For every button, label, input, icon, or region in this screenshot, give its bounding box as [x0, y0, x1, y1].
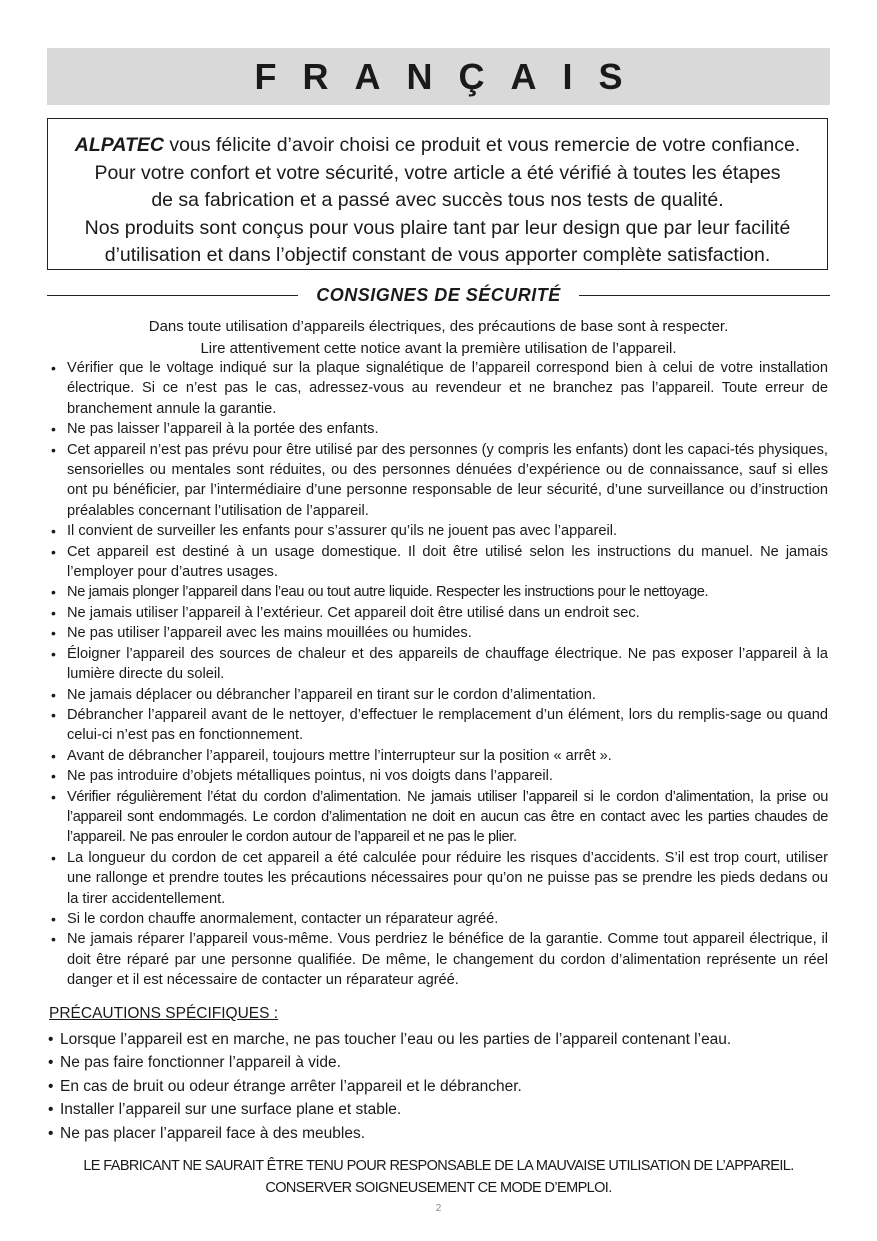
- bullet-icon: •: [51, 584, 56, 601]
- list-item-text: Ne pas laisser l’appareil à la portée des enfants.: [67, 421, 379, 438]
- list-item-text: Avant de débrancher l’appareil, toujours mettre l’interrupteur sur la position « arrêt ».: [67, 747, 612, 764]
- list-item-text: Cet appareil n’est pas prévu pour être utilisé par des personnes (y compris les enfants) dont les capaci-tés physiques, sensorielles ou mentales sont réduites, ou des personnes dénuées d’expérience ou de connaissance, sauf si elles ont pu bénéficier, par l’intermédiaire d’une personne responsable de leur sécurité, d’une surveillance ou d’instruction préalables concernant l’utilisation de l’appareil.: [67, 441, 828, 519]
- list-item: [47, 929, 828, 990]
- safety-intro-line-1: Dans toute utilisation d’appareils électriques, des précautions de base sont à respecter.: [148, 318, 729, 335]
- list-item-text: Ne pas utiliser l’appareil avec les mains mouillées ou humides.: [67, 625, 472, 642]
- list-item-text: Ne pas placer l’appareil face à des meubles.: [60, 1124, 366, 1142]
- bullet-icon: •: [51, 747, 56, 764]
- welcome-box: [47, 118, 828, 270]
- list-item-text: Vérifier régulièrement l’état du cordon d’alimentation. Ne jamais utiliser l’appareil si le cordon d’alimentation, la prise ou l’appareil sont endommagés. Le cordon d’alimentation ne doit en aucun cas être en contact avec les parties chaudes de l’appareil. Ne pas enrouler le cordon autour de l’appareil et ne pas le plier.: [67, 788, 828, 846]
- list-item-text: Ne pas introduire d’objets métalliques pointus, ni vos doigts dans l’appareil.: [67, 768, 553, 785]
- safety-title: CONSIGNES DE SÉCURITÉ: [316, 284, 561, 305]
- list-item: [47, 542, 828, 583]
- list-item: [47, 1098, 828, 1121]
- list-item: [47, 358, 828, 419]
- list-item: [47, 848, 828, 909]
- list-item: [47, 787, 828, 848]
- bullet-icon: •: [51, 788, 56, 805]
- list-item-text: La longueur du cordon de cet appareil a été calculée pour réduire les risques d’accidents. S’il est trop court, utiliser une rallonge et prendre toutes les précautions nécessaires pour qu’on ne puisse pas se prendre les pieds dedans ou la tirer accidentellement.: [67, 849, 828, 907]
- brand-name: ALPATEC: [74, 134, 164, 156]
- list-item: [47, 644, 828, 685]
- list-item-text: Ne jamais plonger l’appareil dans l’eau ou tout autre liquide. Respecter les instructions pour le nettoyage.: [67, 584, 709, 601]
- bullet-icon: •: [51, 706, 56, 723]
- list-item: [47, 1028, 828, 1051]
- list-item: [47, 582, 828, 602]
- bullet-icon: •: [48, 1054, 54, 1072]
- specific-precautions-list: [47, 1028, 828, 1145]
- specific-precautions-title: PRÉCAUTIONS SPÉCIFIQUES :: [49, 1005, 279, 1022]
- heading-rule-right: [579, 295, 830, 296]
- list-item-text: Éloigner l’appareil des sources de chaleur et des appareils de chauffage électrique. Ne pas exposer l’appareil à la lumière directe du soleil.: [67, 645, 828, 683]
- list-item: [47, 603, 828, 623]
- list-item-text: Ne jamais réparer l’appareil vous-même. Vous perdriez le bénéfice de la garantie. Comme tout appareil électrique, il doit être réparé par une personne qualifiée. De même, le changement du cordon d’alimentation représente un réel danger et il est nécessaire de contacter un réparateur agréé.: [67, 931, 828, 989]
- welcome-line-5: d’utilisation et dans l’objectif constant de vous apporter complète satisfaction.: [104, 244, 771, 266]
- bullet-icon: •: [51, 441, 56, 458]
- bullet-icon: •: [48, 1077, 54, 1095]
- bullet-icon: •: [51, 768, 56, 785]
- welcome-line-2: Pour votre confort et votre sécurité, votre article a été vérifié à toutes les étapes: [94, 161, 781, 184]
- heading-rule-left: [47, 295, 298, 296]
- bullet-icon: •: [51, 604, 56, 621]
- footer-line-2: CONSERVER SOIGNEUSEMENT CE MODE D’EMPLOI.: [265, 1180, 612, 1196]
- bullet-icon: •: [48, 1031, 54, 1048]
- welcome-line-4: Nos produits sont conçus pour vous plaire tant par leur design que par leur facilité: [84, 216, 791, 239]
- list-item-text: Ne pas faire fonctionner l’appareil à vide.: [60, 1054, 341, 1072]
- bullet-icon: •: [51, 360, 56, 376]
- bullet-icon: •: [51, 645, 56, 662]
- welcome-line-1-text: vous félicite d’avoir choisi ce produit et vous remercie de votre confiance.: [163, 134, 801, 156]
- bullet-icon: •: [51, 421, 56, 438]
- list-item-text: Vérifier que le voltage indiqué sur la plaque signalétique de l’appareil correspond bien à celui de votre installation électrique. Si ce n’est pas le cas, adressez-vous au revendeur et ne branchez pas l’appareil. Toute erreur de branchement annule la garantie.: [67, 360, 828, 417]
- list-item: [47, 440, 828, 522]
- bullet-icon: •: [51, 686, 56, 703]
- bullet-icon: •: [51, 910, 56, 927]
- list-item: [47, 705, 828, 746]
- bullet-icon: •: [48, 1124, 54, 1142]
- list-item-text: Installer l’appareil sur une surface plane et stable.: [60, 1101, 402, 1119]
- list-item: [47, 685, 828, 705]
- list-item-text: Il convient de surveiller les enfants pour s’assurer qu’ils ne jouent pas avec l’appareil.: [67, 523, 617, 540]
- list-item: [47, 1122, 828, 1145]
- language-title: FRANÇAIS: [254, 55, 649, 97]
- safety-intro: [47, 316, 830, 360]
- list-item-text: Ne jamais utiliser l’appareil à l’extérieur. Cet appareil doit être utilisé dans un endroit sec.: [67, 604, 640, 621]
- list-item: [47, 1051, 828, 1074]
- list-item-text: Ne jamais déplacer ou débrancher l’appareil en tirant sur le cordon d’alimentation.: [67, 686, 596, 703]
- safety-list: [47, 358, 828, 991]
- list-item: [47, 623, 828, 643]
- page-number: 2: [435, 1203, 442, 1214]
- bullet-icon: •: [48, 1101, 54, 1119]
- footer-notice: [47, 1155, 830, 1199]
- footer-line-1: LE FABRICANT NE SAURAIT ÊTRE TENU POUR RESPONSABLE DE LA MAUVAISE UTILISATION DE L’APPAREIL.: [83, 1158, 794, 1174]
- bullet-icon: •: [51, 625, 56, 642]
- welcome-line-3: de sa fabrication et a passé avec succès tous nos tests de qualité.: [151, 189, 724, 211]
- safety-heading-row: [47, 282, 830, 308]
- list-item-text: Débrancher l’appareil avant de le nettoyer, d’effectuer le remplacement d’un élément, lors du remplis-sage ou quand celui-ci n’est pas en fonctionnement.: [67, 706, 828, 744]
- welcome-line-1: [48, 132, 827, 160]
- language-banner: [47, 48, 830, 105]
- list-item-text: Lorsque l’appareil est en marche, ne pas toucher l’eau ou les parties de l’appareil contenant l’eau.: [60, 1031, 732, 1048]
- list-item: [47, 1075, 828, 1098]
- bullet-icon: •: [51, 523, 56, 540]
- list-item: [47, 419, 828, 439]
- list-item-text: En cas de bruit ou odeur étrange arrêter l’appareil et le débrancher.: [60, 1077, 522, 1095]
- list-item: [47, 521, 828, 541]
- list-item-text: Si le cordon chauffe anormalement, contacter un réparateur agréé.: [67, 910, 499, 927]
- list-item: [47, 766, 828, 786]
- list-item: [47, 909, 828, 929]
- bullet-icon: •: [51, 849, 56, 866]
- list-item: [47, 746, 828, 766]
- safety-intro-line-2: Lire attentivement cette notice avant la première utilisation de l’appareil.: [200, 340, 677, 357]
- bullet-icon: •: [51, 931, 56, 948]
- bullet-icon: •: [51, 543, 56, 560]
- list-item-text: Cet appareil est destiné à un usage domestique. Il doit être utilisé selon les instructions du manuel. Ne jamais l’employer pour d’autres usages.: [67, 543, 828, 581]
